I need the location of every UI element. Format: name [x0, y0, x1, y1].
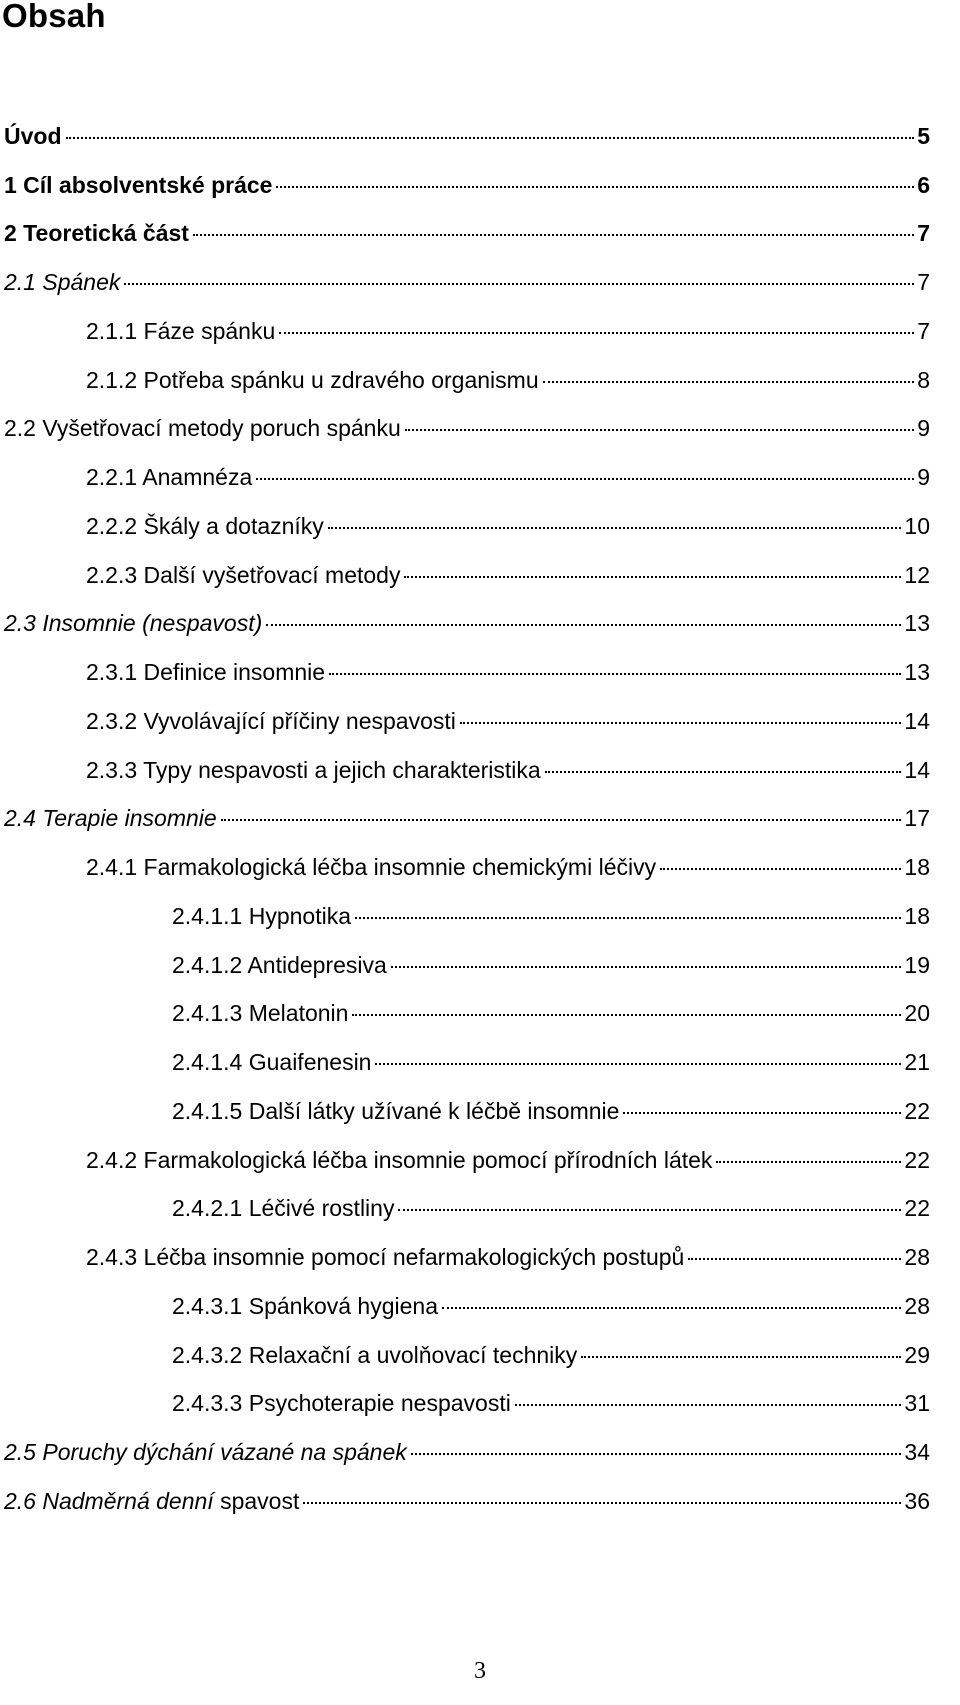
toc-entry-2-1[interactable]	[4, 264, 930, 300]
toc-entry-page: 9	[917, 464, 930, 490]
toc-entry-page: 28	[904, 1293, 930, 1319]
toc-entry-2-2-3[interactable]	[86, 557, 930, 593]
toc-entry-label: 2.3.2 Vyvolávající příčiny nespavosti	[86, 708, 456, 734]
footer-page-number: 3	[474, 1658, 486, 1684]
toc-entry-label: 2.4.1.5 Další látky užívané k léčbě insomnie	[172, 1098, 620, 1124]
dot-leader	[303, 1501, 901, 1504]
dot-leader	[124, 282, 914, 285]
toc-entry-label: 2.3.3 Typy nespavosti a jejich charakteristika	[86, 757, 541, 783]
dot-leader	[328, 526, 902, 529]
toc-entry-label: 2.4.2.1 Léčivé rostliny	[172, 1195, 395, 1221]
toc-entry-page: 7	[917, 269, 930, 295]
dot-leader	[256, 477, 914, 480]
toc-entry-page: 13	[904, 610, 930, 636]
toc-entry-page: 19	[904, 952, 930, 978]
dot-leader	[279, 331, 914, 334]
toc-entry-label: Úvod	[4, 123, 62, 149]
toc-entry-page: 20	[904, 1000, 930, 1026]
toc-entry-page: 22	[904, 1098, 930, 1124]
toc-entry-page: 22	[904, 1195, 930, 1221]
toc-entry-label: 2.1.1 Fáze spánku	[86, 318, 276, 344]
dot-leader	[276, 185, 914, 188]
toc-entry-page: 13	[904, 659, 930, 685]
toc-entry-2-5[interactable]	[4, 1434, 930, 1470]
toc-entry-label: 2.4.1 Farmakologická léčba insomnie chemickými léčivy	[86, 854, 657, 880]
toc-entry-label: 2.6 Nadměrná denní spavost	[4, 1488, 300, 1514]
dot-leader	[375, 1062, 901, 1065]
toc-entry-page: 8	[917, 367, 930, 393]
toc-entry-label: 2.4.3 Léčba insomnie pomocí nefarmakologických postupů	[86, 1244, 685, 1270]
toc-entry-2-3[interactable]	[4, 605, 930, 641]
toc-entry-label: 2.5 Poruchy dýchání vázané na spánek	[4, 1439, 407, 1465]
toc-entry-page: 7	[917, 220, 930, 246]
toc-entry-label: 2.4.3.1 Spánková hygiena	[172, 1293, 438, 1319]
toc-entry-label: 1 Cíl absolventské práce	[4, 172, 273, 198]
toc-entry-page: 18	[904, 854, 930, 880]
toc-entry-page: 34	[904, 1439, 930, 1465]
toc-entry-2-4-3-1[interactable]	[172, 1288, 930, 1324]
toc-entry-2-3-1[interactable]	[86, 654, 930, 690]
toc-entry-page: 31	[904, 1390, 930, 1416]
toc-entry-2-4-1-1[interactable]	[172, 898, 930, 934]
toc-entry-page: 14	[904, 708, 930, 734]
dot-leader	[352, 1013, 901, 1016]
toc-entry-label: 2.4.3.3 Psychoterapie nespavosti	[172, 1390, 511, 1416]
toc-entry-page: 9	[917, 415, 930, 441]
toc-entry-2-4-3-2[interactable]	[172, 1337, 930, 1373]
toc-entry-page: 6	[917, 172, 930, 198]
toc-entry-label: 2.4 Terapie insomnie	[4, 805, 217, 831]
toc-entry-2-2-2[interactable]	[86, 508, 930, 544]
toc-entry-2-2-1[interactable]	[86, 459, 930, 495]
dot-leader	[623, 1111, 901, 1114]
toc-entry-page: 14	[904, 757, 930, 783]
toc-entry-label: 2.2 Vyšetřovací metody poruch spánku	[4, 415, 401, 441]
dot-leader	[716, 1160, 901, 1163]
dot-leader	[404, 575, 901, 578]
toc-entry-label: 2.2.2 Škály a dotazníky	[86, 513, 324, 539]
toc-entry-page: 17	[904, 805, 930, 831]
dot-leader	[442, 1306, 901, 1309]
toc-entry-page: 5	[917, 123, 930, 149]
toc-entry-label: 2.2.1 Anamnéza	[86, 464, 253, 490]
dot-leader	[193, 233, 914, 236]
toc-entry-page: 36	[904, 1488, 930, 1514]
page-title: Obsah	[2, 0, 106, 34]
dot-leader	[221, 818, 902, 821]
toc-entry-label: 2.4.1.2 Antidepresiva	[172, 952, 387, 978]
toc-entry-label: 2.3.1 Definice insomnie	[86, 659, 326, 685]
toc-entry-page: 18	[904, 903, 930, 929]
toc-entry-2-1-2[interactable]	[86, 362, 930, 398]
toc-entry-page: 28	[904, 1244, 930, 1270]
toc-entry-label: 2.4.3.2 Relaxační a uvolňovací techniky	[172, 1342, 578, 1368]
toc-entry-page: 22	[904, 1147, 930, 1173]
dot-leader	[543, 380, 915, 383]
toc-entry-2-3-2[interactable]	[86, 703, 930, 739]
dot-leader	[391, 965, 902, 968]
dot-leader	[515, 1403, 902, 1406]
toc-entry-page: 7	[917, 318, 930, 344]
toc-entry-2-4-1-3[interactable]	[172, 995, 930, 1031]
toc-entry-2[interactable]	[4, 215, 930, 251]
toc-entry-label: 2.4.1.4 Guaifenesin	[172, 1049, 372, 1075]
toc-entry-label: 2.2.3 Další vyšetřovací metody	[86, 562, 401, 588]
toc-entry-2-3-3[interactable]	[86, 752, 930, 788]
toc-entry-2-4-1[interactable]	[86, 849, 930, 885]
toc-entry-label: 2.1 Spánek	[4, 269, 121, 295]
toc-entry-label: 2.4.2 Farmakologická léčba insomnie pomocí přírodních látek	[86, 1147, 713, 1173]
dot-leader	[411, 1452, 902, 1455]
dot-leader	[355, 916, 901, 919]
toc-entry-2-4-1-2[interactable]	[172, 947, 930, 983]
toc-entry-1[interactable]	[4, 167, 930, 203]
dot-leader	[545, 770, 902, 773]
toc-entry-label: 2.3 Insomnie (nespavost)	[4, 610, 263, 636]
toc-entry-label: 2.4.1.3 Melatonin	[172, 1000, 349, 1026]
dot-leader	[460, 721, 902, 724]
toc-entry-label: 2 Teoretická část	[4, 220, 189, 246]
toc-entry-uvod[interactable]	[4, 118, 930, 154]
toc-entry-2-6[interactable]	[4, 1483, 930, 1519]
dot-leader	[66, 136, 915, 139]
dot-leader	[398, 1208, 901, 1211]
dot-leader	[660, 867, 901, 870]
dot-leader	[581, 1355, 901, 1358]
toc-entry-page: 29	[904, 1342, 930, 1368]
toc-entry-2-4-2[interactable]	[86, 1142, 930, 1178]
toc-entry-page: 10	[904, 513, 930, 539]
dot-leader	[688, 1257, 901, 1260]
dot-leader	[329, 672, 901, 675]
toc-entry-label-suffix: spavost	[220, 1488, 300, 1514]
toc-entry-label: 2.1.2 Potřeba spánku u zdravého organismu	[86, 367, 539, 393]
toc-entry-2-4-3[interactable]	[86, 1239, 930, 1275]
toc-entry-2-4[interactable]	[4, 800, 930, 836]
dot-leader	[405, 428, 914, 431]
toc-entry-page: 21	[904, 1049, 930, 1075]
toc-entry-2-4-3-3[interactable]	[172, 1385, 930, 1421]
dot-leader	[266, 623, 901, 626]
toc-entry-2-4-1-4[interactable]	[172, 1044, 930, 1080]
toc-entry-2-2[interactable]	[4, 410, 930, 446]
toc-entry-2-4-1-5[interactable]	[172, 1093, 930, 1129]
toc-entry-2-1-1[interactable]	[86, 313, 930, 349]
toc-entry-page: 12	[904, 562, 930, 588]
toc-entry-2-4-2-1[interactable]	[172, 1190, 930, 1226]
toc-entry-label: 2.4.1.1 Hypnotika	[172, 903, 352, 929]
